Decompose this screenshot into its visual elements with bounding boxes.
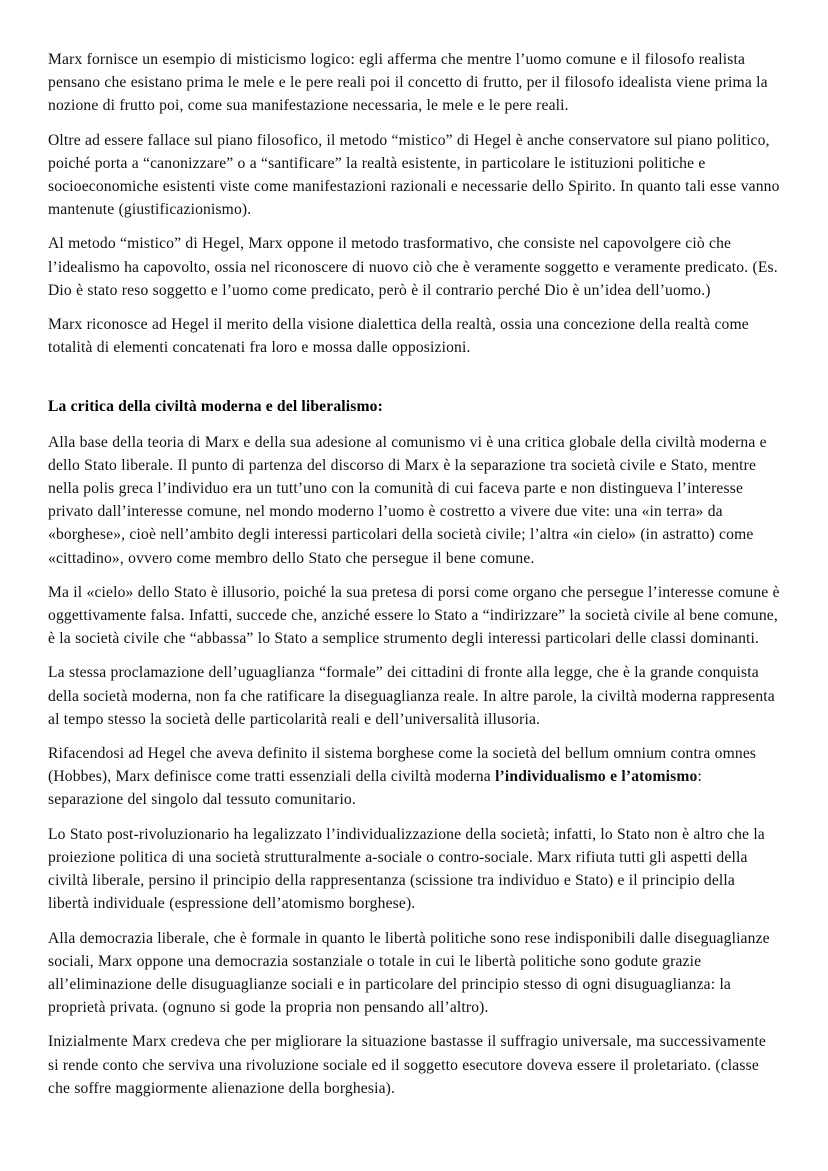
paragraph-metodo-mistico-conservatore: Oltre ad essere fallace sul piano filosofico, il metodo “mistico” di Hegel è anche conservatore sul piano politico, poiché porta a “canonizzare” o a “santificare” la realtà esistente, in particolare le istituzioni politiche e socioeconomiche esistenti viste come manifestazioni razionali e necessarie dello Spirito. In quanto tali esse vanno mantenute (giustificazionismo). [48,131,780,219]
text-run: Rifacendosi ad Hegel che aveva definito il sistema borghese come la società del bellum omnium contra omnes (Hobbes), Marx definisce come tratti essenziali della civiltà moderna [48,745,757,786]
paragraph-cielo-illusorio: Ma il «cielo» dello Stato è illusorio, poiché la sua pretesa di porsi come organo che persegue l’interesse comune è oggettivamente falsa. Infatti, succede che, anziché essere lo Stato a “indirizzare” la società civile al bene comune, è la società civile che “abbassa” lo Stato a semplice strumento degli interessi particolari delle classi dominanti. [48,583,780,648]
document-text-body [48,48,780,1100]
paragraph-individualismo-atomismo [48,742,780,812]
paragraph-uguaglianza-formale: La stessa proclamazione dell’uguaglianza “formale” dei cittadini di fronte alla legge, che è la grande conquista della società moderna, non fa che ratificare la diseguaglianza reale. In altre parole, la civiltà moderna rappresenta al tempo stesso la società delle particolarità reali e dell’universalità illusoria. [48,664,775,728]
paragraph-stato-post-rivoluzionario: Lo Stato post-rivoluzionario ha legalizzato l’individualizzazione della società; infatti, lo Stato non è altro che la proiezione politica di una società strutturalmente a-sociale o contro-sociale. Marx rifiuta tutti gli aspetti della civiltà liberale, persino il principio della rappresentanza (scissione tra individuo e Stato) e il principio della libertà individuale (espressione dell’atomismo borghese). [48,825,765,913]
text-run: : separazione del singolo dal tessuto comunitario. [48,768,702,809]
heading-critica-civilta-moderna: La critica della civiltà moderna e del liberalismo: [48,398,383,416]
paragraph-democrazia-sostanziale: Alla democrazia liberale, che è formale in quanto le libertà politiche sono rese indisponibili dalle diseguaglianze sociali, Marx oppone una democrazia sostanziale o totale in cui le libertà politiche sono godute grazie all’eliminazione delle disuguaglianze sociali e in particolare del principio stesso di ogni disuguaglianza: la proprietà privata. (ognuno si gode la propria non pensando all’altro). [48,929,770,1017]
paragraph-misticismo-logico: Marx fornisce un esempio di misticismo logico: egli afferma che mentre l’uomo comune e il filosofo realista pensano che esistano prima le mele e le pere reali poi il concetto di frutto, per il filosofo idealista viene prima la nozione di frutto poi, come sua manifestazione necessaria, le mele e le pere reali. [48,51,768,115]
emphasis-run: l’individualismo e l’atomismo [495,768,698,786]
paragraph-critica-globale-civilta: Alla base della teoria di Marx e della sua adesione al comunismo vi è una critica globale della civiltà moderna e dello Stato liberale. Il punto di partenza del discorso di Marx è la separazione tra società civile e Stato, mentre nella polis greca l’individuo era un tutt’uno con la comunità di cui faceva parte e non distingueva l’interesse privato dall’interesse comune, nel mondo moderno l’uomo è costretto a vivere due vite: una «in terra» da «borghese», cioè nell’ambito degli interessi particolari della società civile; l’altra «in cielo» (in astratto) come «cittadino», ovvero come membro dello Stato che persegue il bene comune. [48,433,767,567]
paragraph-visione-dialettica: Marx riconosce ad Hegel il merito della visione dialettica della realtà, ossia una concezione della realtà come totalità di elementi concatenati fra loro e mossa dalle opposizioni. [48,316,749,357]
paragraph-metodo-trasformativo: Al metodo “mistico” di Hegel, Marx oppone il metodo trasformativo, che consiste nel capovolgere ciò che l’idealismo ha capovolto, ossia nel riconoscere di nuovo ciò che è veramente soggetto e veramente predicato. (Es. Dio è stato reso soggetto e l’uomo come predicato, però è il contrario perché Dio è un’idea dell’uomo.) [48,235,778,299]
paragraph-suffragio-rivoluzione: Inizialmente Marx credeva che per migliorare la situazione bastasse il suffragio universale, ma successivamente si rende conto che serviva una rivoluzione sociale ed il soggetto esecutore doveva essere il proletariato. (classe che soffre maggiormente alienazione della borghesia). [48,1033,766,1097]
